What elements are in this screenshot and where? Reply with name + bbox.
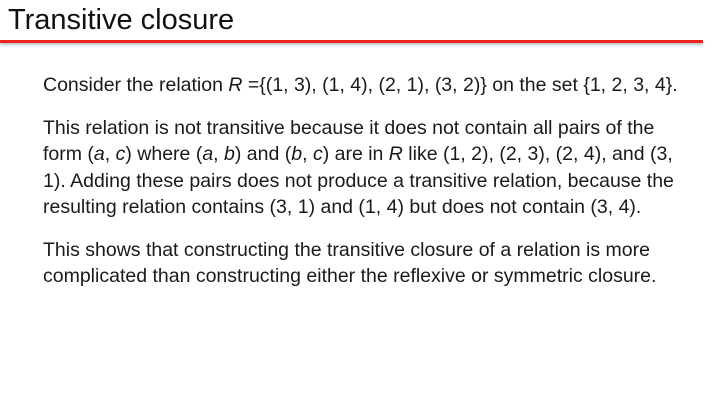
text-run: ) where ( [125, 143, 203, 165]
math-variable: a [202, 143, 214, 165]
text-run: ) are in [322, 143, 389, 165]
text-run: This relation is not transitive because it does not contain all pairs of the form ( [43, 116, 655, 165]
paragraph-not-transitive [43, 115, 688, 221]
text-run: , [104, 143, 116, 165]
math-variable: a [93, 143, 105, 165]
math-variable: R [228, 74, 243, 96]
title-underline [0, 40, 703, 43]
math-variable: b [224, 143, 235, 165]
slide-body [43, 72, 688, 290]
text-run: , [213, 143, 225, 165]
math-variable: c [115, 143, 126, 165]
text-run: ) and ( [234, 143, 292, 165]
text-run: like (1, 2), (2, 3), (2, 4), and (3, 1). Adding these pairs does not produce a transitive relation, because the resulting relation contains (3, 1) and (1, 4) but does not contain (3, 4). [43, 143, 674, 218]
math-variable: R [388, 143, 403, 165]
text-run: ={(1, 3), (1, 4), (2, 1), (3, 2)} on the set {1, 2, 3, 4}. [242, 74, 678, 96]
slide-title: Transitive closure [8, 4, 235, 36]
math-variable: b [291, 143, 303, 165]
text-run: Consider the relation [43, 74, 229, 96]
math-variable: c [312, 143, 323, 165]
paragraph-relation-definition [43, 72, 688, 99]
text-run: , [302, 143, 313, 165]
paragraph-conclusion: This shows that constructing the transitive closure of a relation is more complicated than constructing either the reflexive or symmetric closure. [43, 238, 657, 287]
